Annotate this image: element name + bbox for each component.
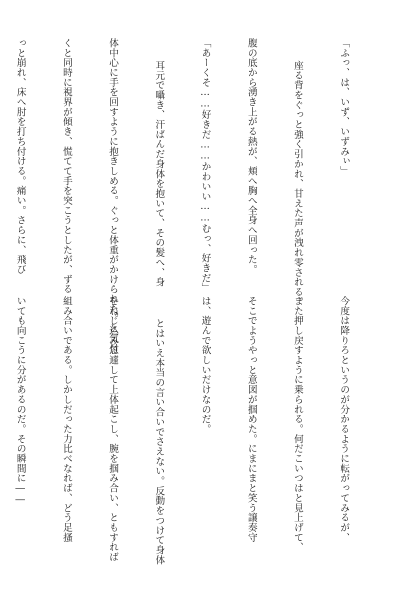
text-line: 「ふっ、は、いず、いずみぃ」 xyxy=(338,38,350,176)
text-line: くと同時に視界が傾き、慌てて手を突こうとしたが、ずる xyxy=(60,38,72,295)
text-line: 座る背をぐっと強く引かれ、甘えた声が洩れ零される。 xyxy=(291,38,303,307)
text-line: 腹の底から湧き上がる熱が、頬へ胸へ全身へ回った。 xyxy=(245,38,257,275)
text-line: とはいえ本当の言い合いでさえない。反動をつけて身体 xyxy=(153,296,165,565)
text-line: は、遊んで欲しいだけなのだ。 xyxy=(199,296,211,434)
text-line: また押し戻すように乗られる。何だこいつはと見上げて、 xyxy=(291,296,303,553)
text-line: そこでようやっと意図が掴めた。にまにまと笑う譲奏守 xyxy=(245,296,257,543)
text-line: 「あーくそ……好きだ……かわいい……むっ、好きだ」 xyxy=(199,38,211,293)
text-line: をねじ込み急遽して上体起こし、腕を掴み合い、ともすれば xyxy=(107,296,119,562)
upper-text-block xyxy=(14,38,382,354)
text-line: 耳元で囁き、汗ばんだ身体を抱いて、その髪へ、身 xyxy=(153,38,165,288)
text-line: 組み合いである。しかしだった力比べなれば、どう足搔 xyxy=(60,296,72,543)
text-line: いても向こうに分があるのだ。その瞬間に―― xyxy=(14,296,26,506)
text-line: 体中心に手を回すように抱きしめる。ぐっと体重がかけられた。と気付 xyxy=(107,38,119,354)
text-line: っと崩れ、床へ肘を打ち付ける。痛い。さらに、飛び xyxy=(14,38,26,275)
lower-text-block xyxy=(14,296,382,565)
text-line: 今度は降りろというのが分かるように転がってみるが、 xyxy=(338,296,350,543)
